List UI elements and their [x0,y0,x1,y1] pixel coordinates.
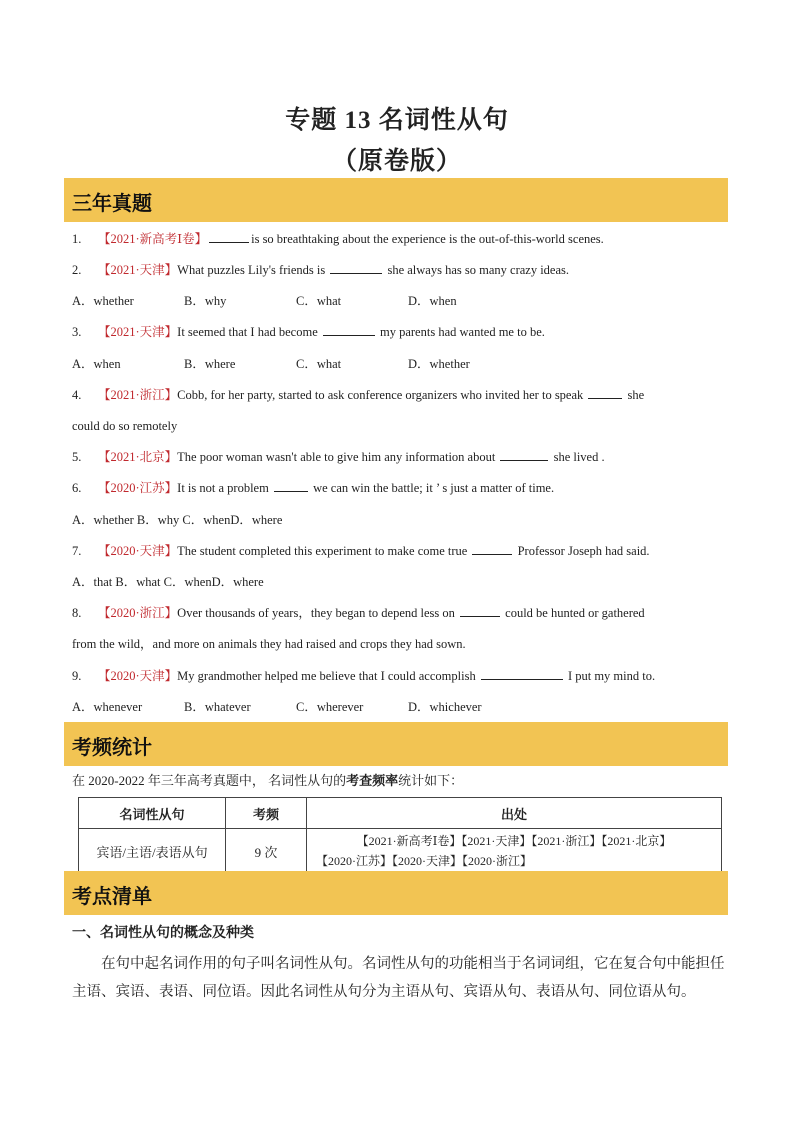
question-number: 2. [72,263,82,277]
question-number: 6. [72,481,82,495]
checklist-paragraph: 在句中起名词作用的句子叫名词性从句。名词性从句的功能相当于名词词组，它在复合句中能担任主语、宾语、表语、同位语。因此名词性从句分为主语从句、宾语从句、表语从句、同位语从句。 [72,956,725,1000]
question-text: It seemed that I had become [177,325,321,339]
question-text: Over thousands of years，they began to depend less on [177,606,459,620]
stats-intro-bold: 考查频率 [346,773,399,788]
section-title: 考频统计 [72,737,152,759]
question-text: my parents had wanted me to be. [376,325,545,339]
page-title: 专题 13 名词性从句 [285,107,509,134]
question-source: 【2021·浙江】 [98,388,178,402]
question-4 [72,386,732,404]
question-text: we can win the battle; it ’ s just a matter of time. [309,481,555,495]
options-q2 [72,292,732,310]
question-source: 【2020·浙江】 [98,606,178,620]
option-a: A．whenever [72,700,143,714]
table-header-row [79,798,722,829]
answer-blank [209,230,249,243]
option-a: A．when [72,357,121,371]
table-row [79,829,722,874]
question-text: is so breathtaking about the experience is the out-of-this-world scenes. [251,232,604,246]
question-number: 5. [72,450,82,464]
question-text: What puzzles Lily's friends is [177,263,329,277]
question-number: 8. [72,606,82,620]
question-source: 【2021·天津】 [98,325,178,339]
answer-blank [274,479,308,492]
section-header-checklist [64,871,728,915]
question-text: Professor Joseph had said. [514,544,650,558]
answer-blank [330,261,382,274]
option-a: A．whether [72,294,134,308]
checklist-heading: 一、名词性从句的概念及种类 [72,926,254,941]
table-header: 出处 [307,798,722,829]
question-text: Cobb, for her party, started to ask conference organizers who invited her to speak [177,388,587,402]
section-header-frequency [64,722,728,766]
table-cell-count: 9 次 [226,829,307,874]
answer-blank [323,323,375,336]
answer-blank [472,542,512,555]
options-q7: A．that B．what C．whenD．where [72,575,264,589]
question-source: 【2021·北京】 [98,450,178,464]
table-header: 考频 [226,798,307,829]
question-text: My grandmother helped me believe that I could accomplish [177,669,479,683]
question-number: 7. [72,544,82,558]
question-9 [72,667,732,685]
section-title: 考点清单 [72,886,152,908]
question-text: It is not a problem [177,481,272,495]
question-number: 1. [72,232,82,246]
question-source: 【2020·江苏】 [98,481,178,495]
option-c: C．what [296,294,342,308]
question-source: 【2021·天津】 [98,263,178,277]
option-d: D．when [408,294,457,308]
question-number: 3. [72,325,82,339]
option-d: D．whether [408,357,470,371]
option-d: D．whichever [408,700,482,714]
table-cell-sources [307,829,722,874]
answer-blank [481,667,563,680]
options-q9 [72,698,732,716]
question-5 [72,448,732,466]
answer-blank [460,604,500,617]
question-8-continuation: from the wild，and more on animals they had raised and crops they had sown. [72,637,466,651]
table-header: 名词性从句 [79,798,226,829]
stats-intro-text: 在 2020-2022 年三年高考真题中， 名词性从句的 [72,773,347,788]
option-b: B．whatever [184,700,251,714]
option-b: B．where [184,357,236,371]
sources-line: 【2021·新高考Ⅰ卷】【2021·天津】【2021·浙江】【2021·北京】 [356,834,672,848]
sources-line: 【2020·江苏】【2020·天津】【2020·浙江】 [316,854,532,868]
question-number: 9. [72,669,82,683]
options-q6: A．whether B．why C．whenD．where [72,513,283,527]
table-cell-type: 宾语/主语/表语从句 [79,829,226,874]
question-text: she always has so many crazy ideas. [384,263,570,277]
question-text: The poor woman wasn't able to give him any information about [177,450,499,464]
section-header-exam-questions [64,178,728,222]
question-text: The student completed this experiment to make come true [177,544,471,558]
question-2 [72,261,732,279]
frequency-table [78,797,722,874]
answer-blank [500,448,548,461]
question-number: 4. [72,388,82,402]
question-text: she [624,388,645,402]
question-6 [72,479,732,497]
option-b: B．why [184,294,227,308]
section-title: 三年真题 [72,193,152,215]
page-subtitle: （原卷版） [331,148,462,175]
question-text: could be hunted or gathered [502,606,645,620]
question-source: 【2021·新高考Ⅰ卷】 [98,232,208,246]
question-text: I put my mind to. [564,669,656,683]
question-4-continuation: could do so remotely [72,419,178,433]
question-text: she lived . [550,450,605,464]
option-c: C．wherever [296,700,364,714]
question-3 [72,323,732,341]
answer-blank [588,386,622,399]
stats-intro [72,772,732,790]
option-c: C．what [296,357,342,371]
question-1 [72,230,732,248]
question-source: 【2020·天津】 [98,544,178,558]
question-7 [72,542,732,560]
question-8 [72,604,732,622]
question-source: 【2020·天津】 [98,669,178,683]
stats-intro-text: 统计如下： [398,773,464,788]
options-q3 [72,355,732,373]
